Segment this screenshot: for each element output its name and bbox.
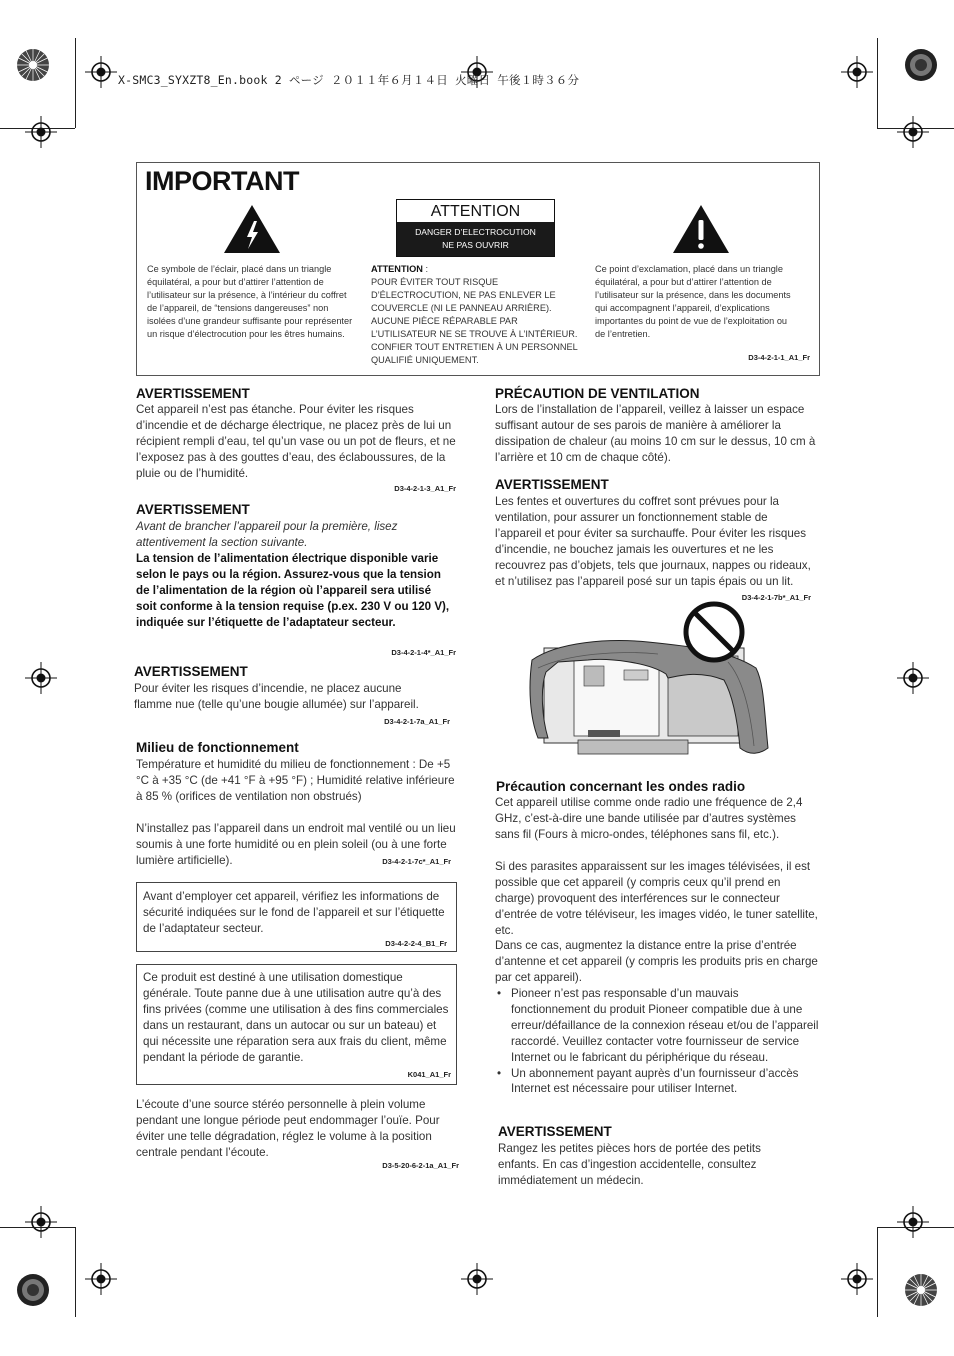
lightning-explanation: Ce symbole de l’éclair, placé dans un triangle équilatéral, a pour but d’attirer l’attention de l’utilisateur sur la présence, à l’intérieur du coffret de l’appareil, de “tensions dangereuses” non isolées d’une grandeur suffisante pour représenter un risque d’électrocution pour les êtres humains. bbox=[147, 264, 353, 339]
list-item: • Pioneer n’est pas responsable d’un mauvais fonctionnement du produit Pioneer compatible due à une erreur/défaillance de la connexion réseau et/ou de l’appareil raccordé. Veuillez contacter votre fournisseur de service Internet ou le fabricant du périphérique du réseau. bbox=[495, 986, 820, 1066]
attention-explanation bbox=[371, 263, 583, 367]
registration-mark-icon bbox=[25, 1206, 57, 1238]
registration-mark-icon bbox=[25, 116, 57, 148]
important-title: IMPORTANT bbox=[145, 166, 299, 196]
attention-heading: ATTENTION bbox=[371, 264, 423, 274]
attention-sub-line-1: DANGER D’ELECTROCUTION bbox=[415, 227, 536, 237]
attention-title: ATTENTION bbox=[430, 203, 521, 220]
attention-subtitle bbox=[397, 222, 554, 256]
note2-code: K041_A1_Fr bbox=[407, 1070, 451, 1079]
list-item: • Un abonnement payant auprès d’un fournisseur d’accès Internet est nécessaire pour utiliser Internet. bbox=[495, 1066, 820, 1098]
color-target-icon bbox=[16, 1273, 50, 1307]
attention-body: POUR ÉVITER TOUT RISQUE D’ÉLECTROCUTION, NE PAS ENLEVER LE COUVERCLE (NI LE PANNEAU ARRIÈRE). AUCUNE PIÈCE RÉPARABLE PAR L’UTILISATEUR NE SE TROUVE À L’INTÉRIEUR. CONFIER TOUT ENTRETIEN À UN PERSONNEL QUALIFIÉ UNIQUEMENT. bbox=[371, 277, 578, 365]
left-s3-body: Pour éviter les risques d’incendie, ne placez aucune flamme nue (telle qu’une bougie allumée) sur l’appareil. bbox=[134, 682, 419, 711]
note2-text: Ce produit est destiné à une utilisation domestique générale. Toute panne due à une utilisation autre qu’à des fins privées (comme une utilisation à des fins commerciales dans un restaurant, dans un autocar ou sur un bateau) et qui nécessite une réparation sera aux frais du client, même pendant la période de garantie. bbox=[143, 971, 449, 1064]
color-target-icon bbox=[904, 48, 938, 82]
attention-heading-suffix: : bbox=[422, 264, 428, 274]
registration-mark-icon bbox=[841, 56, 873, 88]
left-s3-title: AVERTISSEMENT bbox=[134, 664, 248, 679]
note1-code: D3-4-2-2-4_B1_Fr bbox=[385, 939, 447, 948]
left-s2-code: D3-4-2-1-4*_A1_Fr bbox=[391, 648, 456, 657]
registration-mark-icon bbox=[897, 662, 929, 694]
right-s2-title: AVERTISSEMENT bbox=[495, 477, 609, 492]
registration-mark-icon bbox=[85, 56, 117, 88]
left-s2-bold: La tension de l’alimentation électrique disponible varie selon le pays ou la région. Assurez-vous que la tension de l’alimentation de la région où l’appareil sera utilisé soit conforme à la tension requise (p.ex. 230 V ou 120 V), indiquée sur l’étiquette de l’adaptateur secteur. bbox=[136, 552, 450, 629]
left-s5-code: D3-5-20-6-2-1a_A1_Fr bbox=[382, 1161, 459, 1170]
file-header: X-SMC3_SYXZT8_En.book 2 ページ ２０１１年６月１４日 火曜日 午後１時３６分 bbox=[118, 73, 580, 87]
color-target-icon bbox=[904, 1273, 938, 1307]
color-target-icon bbox=[16, 48, 50, 82]
left-s1-code: D3-4-2-1-3_A1_Fr bbox=[394, 484, 456, 493]
domestic-use-note bbox=[136, 964, 457, 1085]
exclamation-warning-icon bbox=[671, 203, 731, 255]
left-s4-body1: Température et humidité du milieu de fonctionnement : De +5 °C à +35 °C (de +41 °F à +95 °F) ; Humidité relative inférieure à 85 % (orifices de ventilation non obstrués) bbox=[136, 758, 455, 803]
right-s3-title: Précaution concernant les ondes radio bbox=[496, 779, 746, 794]
registration-mark-icon bbox=[897, 116, 929, 148]
left-s4-body2: N’installez pas l’appareil dans un endroit mal ventilé ou un lieu soumis à une forte humidité ou en plein soleil (ou à une forte lumière artificielle). bbox=[136, 822, 456, 867]
right-s1-body: Lors de l’installation de l’appareil, veillez à laisser un espace suffisant autour de ses parois de manière à améliorer la dissipation de chaleur (au moins 10 cm sur le dessus, 10 cm à l’arrière et 10 cm de chaque côté). bbox=[495, 403, 816, 464]
registration-mark-icon bbox=[25, 662, 57, 694]
left-s5-body: L’écoute d’une source stéréo personnelle à plein volume pendant une longue période peut endommager l’ouïe. Pour éviter une telle dégradation, réglez le volume à la position centrale pendant l’écoute. bbox=[136, 1098, 440, 1159]
prohibition-icon bbox=[682, 600, 746, 664]
right-s4-title: AVERTISSEMENT bbox=[498, 1124, 612, 1139]
left-s4-code: D3-4-2-1-7c*_A1_Fr bbox=[382, 857, 451, 866]
right-s3-bullets bbox=[495, 986, 820, 1097]
exclamation-explanation: Ce point d’exclamation, placé dans un triangle équilatéral, a pour but d’attirer l’attention de l’utilisateur sur la présence, dans les documents qui accompagnent l’appareil, d’explications importantes du point de vue de l’exploitation ou de l’entretien. bbox=[595, 264, 791, 339]
right-s3-p3: Dans ce cas, augmentez la distance entre la prise d’entrée d’antenne et cet appareil (y compris les produits pris en charge par cet appareil). bbox=[495, 939, 818, 984]
left-s1-body: Cet appareil n’est pas étanche. Pour éviter les risques d’incendie et de décharge électrique, ne placez près de lui un récipient rempli d’eau, tel qu’un vase ou un pot de fleurs, et ne l’exposez pas à des gouttes d’eau, des éclaboussures, de la pluie ou de l’humidité. bbox=[136, 403, 456, 480]
right-s2-body: Les fentes et ouvertures du coffret sont prévues pour la ventilation, pour assurer un fonctionnement stable de l’appareil et pour éviter sa surchauffe. Pour éviter les risques d’incendie, ne bouchez jamais les ouvertures et ne les recouvrez pas d’objets, tels que journaux, nappes ou rideaux, et n’utilisez pas l’appareil posé sur un tapis épais ou un lit. bbox=[495, 495, 811, 588]
registration-mark-icon bbox=[841, 1263, 873, 1295]
right-s1-title: PRÉCAUTION DE VENTILATION bbox=[495, 386, 700, 401]
lightning-warning-icon bbox=[222, 203, 282, 255]
left-s2-title: AVERTISSEMENT bbox=[136, 502, 250, 517]
left-s4-title: Milieu de fonctionnement bbox=[136, 740, 299, 755]
left-s1-title: AVERTISSEMENT bbox=[136, 386, 250, 401]
left-s2-italic: Avant de brancher l’appareil pour la première, lisez attentivement la section suivante. bbox=[136, 520, 398, 549]
important-code: D3-4-2-1-1_A1_Fr bbox=[748, 353, 810, 362]
right-s4-body: Rangez les petites pièces hors de portée des petits enfants. En cas d’ingestion accidentelle, consultez immédiatement un médecin. bbox=[498, 1142, 761, 1187]
registration-mark-icon bbox=[461, 1263, 493, 1295]
left-s3-code: D3-4-2-1-7a_A1_Fr bbox=[384, 717, 450, 726]
safety-label-note bbox=[136, 882, 457, 952]
attention-label-box bbox=[396, 199, 555, 257]
registration-mark-icon bbox=[85, 1263, 117, 1295]
right-s2-code: D3-4-2-1-7b*_A1_Fr bbox=[741, 593, 811, 602]
right-s3-p1: Cet appareil utilise comme onde radio une fréquence de 2,4 GHz, c’est-à-dire une bande utilisée par d’autres systèmes sans fil (Fours à micro-ondes, téléphones sans fil, etc.). bbox=[495, 796, 803, 841]
right-s3-p2: Si des parasites apparaissent sur les images télévisées, il est possible que cet appareil (y compris ceux qu’il prend en charge) provoquent des interférences sur le connecteur d’entrée de votre téléviseur, les images vidéo, le tuner satellite, etc. bbox=[495, 860, 818, 937]
registration-mark-icon bbox=[897, 1206, 929, 1238]
note1-text: Avant d’employer cet appareil, vérifiez les informations de sécurité indiquées sur le fond de l’appareil et sur l’étiquette de l’adaptateur secteur. bbox=[143, 890, 445, 935]
attention-sub-line-2: NE PAS OUVRIR bbox=[442, 239, 509, 250]
